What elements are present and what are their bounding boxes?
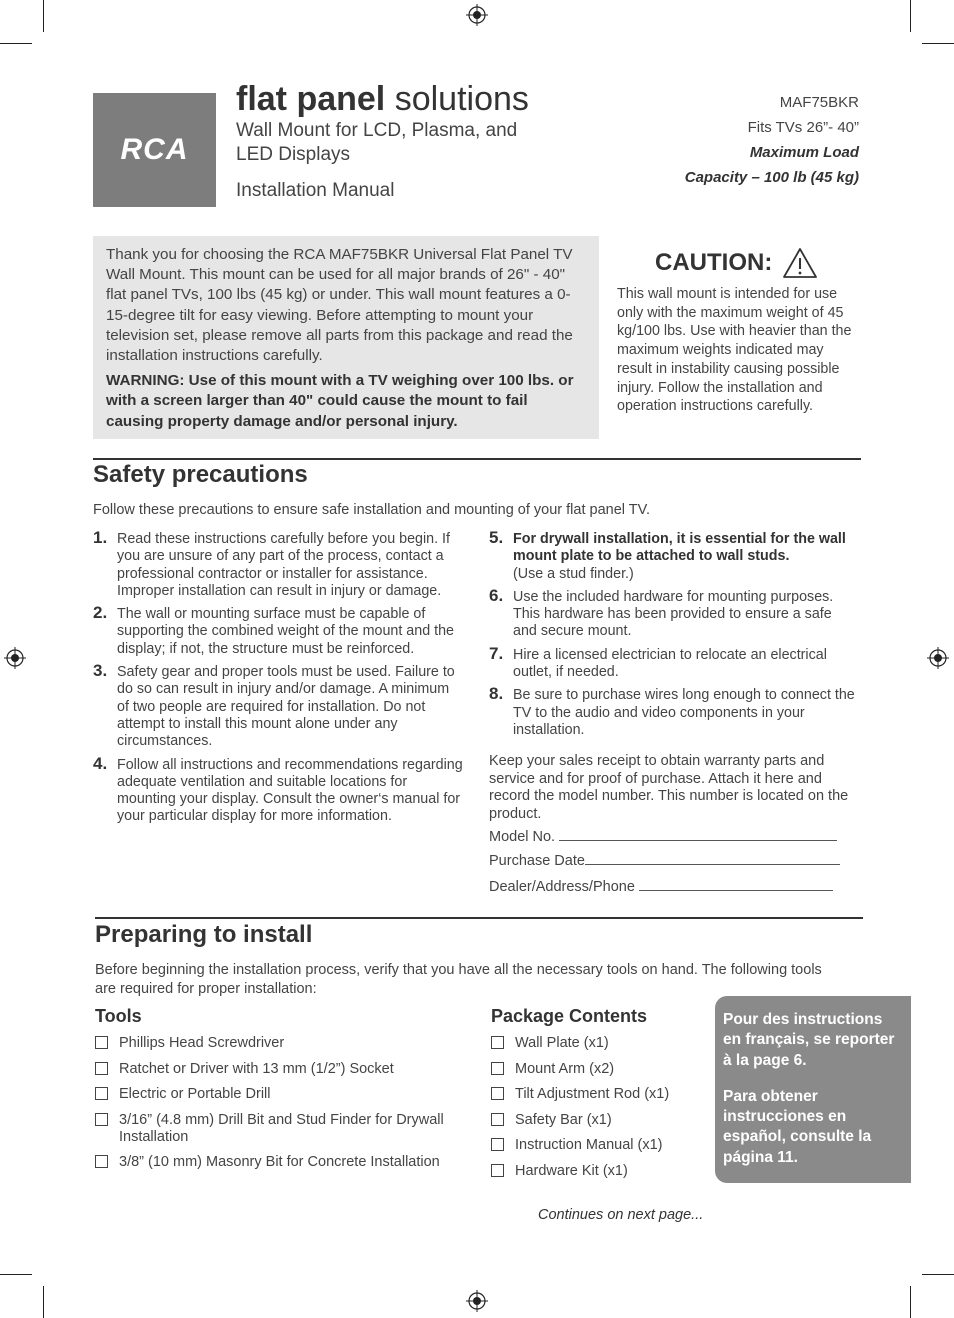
checkbox[interactable] xyxy=(95,1062,108,1075)
registration-mark-icon xyxy=(466,4,488,26)
checkbox[interactable] xyxy=(491,1036,504,1049)
dealer-field xyxy=(489,878,833,895)
rca-logo xyxy=(93,93,216,207)
item-number: 7. xyxy=(489,643,504,663)
prepare-lead: Before beginning the installation process, verify that you have all the necessary tools on hand. The following tools are required for proper installation: xyxy=(95,962,822,997)
tool-item xyxy=(95,1061,467,1078)
tool-label: Ratchet or Driver with 13 mm (1/2”) Socket xyxy=(119,1060,394,1077)
tool-item xyxy=(95,1154,467,1171)
tool-item xyxy=(95,1035,467,1052)
list-item xyxy=(489,643,855,682)
list-item xyxy=(93,603,465,658)
tool-label: Electric or Portable Drill xyxy=(119,1086,271,1102)
dealer-line xyxy=(639,878,833,891)
item-number: 6. xyxy=(489,585,504,605)
model-number-field xyxy=(489,828,837,845)
model-label: Model No. xyxy=(489,829,556,845)
warning-triangle-icon xyxy=(782,247,818,279)
content-item xyxy=(491,1112,706,1129)
caution-text: This wall mount is intended for use only with the maximum weight of 45 kg/100 lbs. Use with heavier than the maximum weights indicated may result in instability causing possible injury. Follow the installation and operation instructions carefully. xyxy=(617,286,852,415)
registration-mark-icon xyxy=(927,647,949,669)
item-number: 4. xyxy=(93,753,108,773)
item-text: Be sure to purchase wires long enough to connect the TV to the audio and video components in your installation. xyxy=(513,687,855,738)
manual-label: Installation Manual xyxy=(236,180,395,201)
registration-mark-icon xyxy=(466,1290,488,1312)
tool-label: 3/16” (4.8 mm) Drill Bit and Stud Finder for Drywall Installation xyxy=(119,1111,444,1145)
tool-item xyxy=(95,1112,467,1146)
checkbox[interactable] xyxy=(491,1062,504,1075)
checkbox[interactable] xyxy=(491,1087,504,1100)
list-item xyxy=(489,684,855,739)
item-number: 3. xyxy=(93,661,108,681)
title-bold: flat panel xyxy=(236,80,386,118)
content-label: Hardware Kit (x1) xyxy=(515,1162,628,1179)
purchase-label: Purchase Date xyxy=(489,853,585,869)
tool-label: Phillips Head Screwdriver xyxy=(119,1035,285,1051)
language-note-box xyxy=(715,996,911,1183)
item-text: Hire a licensed electrician to relocate an electrical outlet, if needed. xyxy=(513,646,827,681)
tools-title: Tools xyxy=(95,1006,142,1026)
crop-mark xyxy=(910,0,911,32)
item-text: Follow all instructions and recommendations regarding adequate ventilation and suitable locations for mounting your display. Consult the owner‘s manual for your particular display for more information. xyxy=(117,756,463,825)
content-label: Mount Arm (x2) xyxy=(515,1060,615,1077)
intro-box xyxy=(93,236,599,439)
warning-text: WARNING: Use of this mount with a TV weighing over 100 lbs. or with a screen larger than 40" could cause the mount to fail causing property damage and/or personal injury. xyxy=(106,372,574,430)
content-item xyxy=(491,1086,706,1103)
item-text: Safety gear and proper tools must be used. Failure to do so can result in injury and/or damage. A minimum of two people are required for installation. Do not attempt to install this mount alone under any circumstances. xyxy=(117,664,455,750)
checkbox[interactable] xyxy=(491,1138,504,1151)
french-note: Pour des instructions en français, se reporter à la page 6. xyxy=(723,1011,895,1069)
safety-list-left xyxy=(93,528,465,832)
safety-lead: Follow these precautions to ensure safe installation and mounting of your flat panel TV. xyxy=(93,502,650,518)
section-divider xyxy=(93,458,861,460)
item-text: (Use a stud finder.) xyxy=(513,565,634,582)
crop-mark xyxy=(43,0,44,32)
section-divider xyxy=(95,917,863,919)
logo-text: RCA xyxy=(120,133,189,166)
item-number: 8. xyxy=(489,684,504,704)
checkbox[interactable] xyxy=(491,1164,504,1177)
list-item xyxy=(93,528,465,600)
caution-heading xyxy=(655,247,818,279)
spanish-note: Para obtener instrucciones en español, consulte la página 11. xyxy=(723,1087,872,1166)
item-number: 1. xyxy=(93,528,108,547)
content-item xyxy=(491,1035,706,1052)
tool-item xyxy=(95,1086,467,1103)
fits-range: Fits TVs 26”- 40” xyxy=(747,119,859,136)
safety-title: Safety precautions xyxy=(93,461,308,488)
checkbox[interactable] xyxy=(95,1036,108,1049)
safety-list-right xyxy=(489,528,855,745)
crop-mark xyxy=(0,43,32,44)
content-item xyxy=(491,1163,706,1180)
crop-mark xyxy=(910,1286,911,1318)
contents-title: Package Contents xyxy=(491,1006,648,1026)
max-load-label: Maximum Load xyxy=(749,144,859,161)
item-text: The wall or mounting surface must be capable of supporting the combined weight of the mount and the display; if not, the structure must be reinforced. xyxy=(117,606,454,657)
contents-list xyxy=(491,1035,706,1188)
purchase-date-field xyxy=(489,852,840,869)
tools-list xyxy=(95,1035,467,1180)
caution-title: CAUTION: xyxy=(655,249,773,276)
content-label: Wall Plate (x1) xyxy=(515,1035,609,1051)
crop-mark xyxy=(43,1286,44,1318)
crop-mark xyxy=(0,1274,32,1275)
item-text: Use the included hardware for mounting purposes. This hardware has been provided to ensure a safe and secure mount. xyxy=(513,588,834,640)
content-label: Safety Bar (x1) xyxy=(515,1111,612,1128)
list-item xyxy=(93,753,465,826)
prepare-title: Preparing to install xyxy=(95,921,313,948)
purchase-line xyxy=(585,852,840,865)
content-item xyxy=(491,1137,706,1154)
list-item xyxy=(93,661,465,750)
receipt-note: Keep your sales receipt to obtain warranty parts and service and for proof of purchase. Attach it here and record the model number. This number is located on the product. xyxy=(489,753,849,822)
page-title xyxy=(236,80,529,119)
dealer-label: Dealer/Address/Phone xyxy=(489,879,635,895)
model-info xyxy=(685,90,859,190)
content-item xyxy=(491,1061,706,1078)
checkbox[interactable] xyxy=(95,1113,108,1126)
title-rest: solutions xyxy=(385,80,529,118)
content-label: Tilt Adjustment Rod (x1) xyxy=(515,1086,670,1102)
max-load-capacity: Capacity – 100 lb (45 kg) xyxy=(684,169,859,186)
checkbox[interactable] xyxy=(95,1087,108,1100)
tool-label: 3/8” (10 mm) Masonry Bit for Concrete Installation xyxy=(119,1154,440,1170)
model-line xyxy=(559,828,837,841)
checkbox[interactable] xyxy=(491,1113,504,1126)
item-text: Read these instructions carefully before you begin. If you are unsure of any part of the process, contact a professional contractor or installer for assistance. Improper installation can result in injury or damage. xyxy=(117,531,450,599)
list-item xyxy=(489,585,855,641)
list-item xyxy=(489,528,855,583)
item-number: 5. xyxy=(489,528,504,547)
crop-mark xyxy=(922,1274,954,1275)
continues-note: Continues on next page... xyxy=(538,1207,704,1223)
crop-mark xyxy=(922,43,954,44)
content-label: Instruction Manual (x1) xyxy=(515,1137,663,1153)
intro-text: Thank you for choosing the RCA MAF75BKR Universal Flat Panel TV Wall Mount. This mount can be used for all major brands of 26" - 40" flat panel TVs, 100 lbs (45 kg) or under. This wall mount features a 0-15-degree tilt for easy viewing. Before attempting to mount your television set, please remove all parts from this package and read the installation instructions carefully. xyxy=(106,246,573,365)
item-bold-text: For drywall installation, it is essential for the wall mount plate to be attached to wall studs. xyxy=(513,531,846,565)
item-number: 2. xyxy=(93,603,108,623)
page-subtitle: Wall Mount for LCD, Plasma, and LED Displays xyxy=(236,120,518,165)
model-number: MAF75BKR xyxy=(779,94,859,111)
registration-mark-icon xyxy=(4,647,26,669)
checkbox[interactable] xyxy=(95,1155,108,1168)
